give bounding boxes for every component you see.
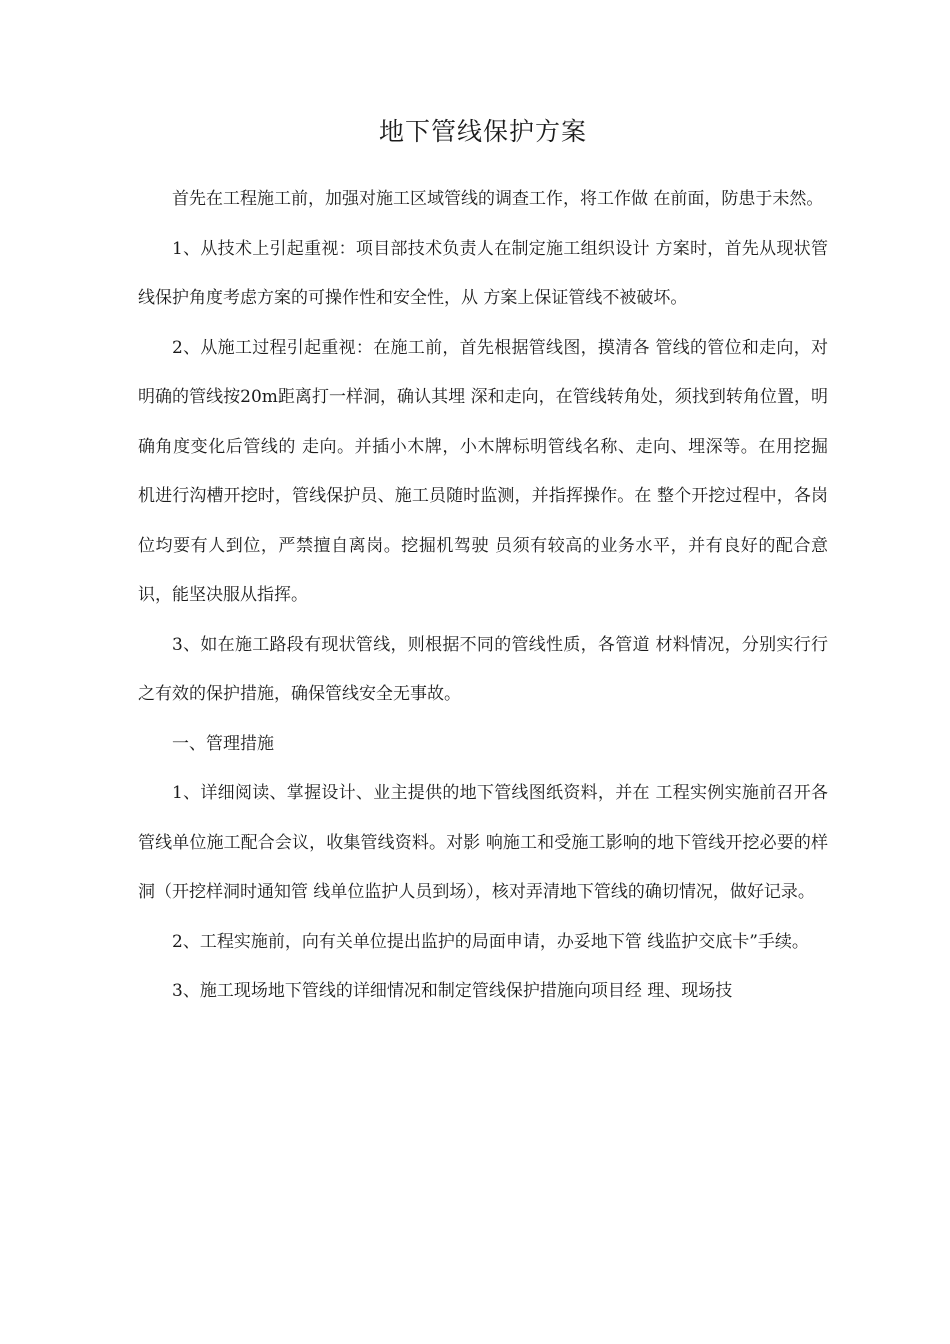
paragraph-construction-process: 2、从施工过程引起重视：在施工前，首先根据管线图，摸清各 管线的管位和走向，对明确的管线按20m距离打一样洞，确认其埋 深和走向，在管线转角处，须找到转角位置，明确角度变化后管线的 走向。并插小木牌，小木牌标明管线名称、走向、埋深等。在用挖掘 机进行沟槽开挖时，管线保护员、施工员随时监测，并指挥操作。在 整个开挖过程中，各岗位均要有人到位，严禁擅自离岗。挖掘机驾驶 员须有较高的业务水平，并有良好的配合意识，能坚决服从指挥。 bbox=[138, 337, 828, 605]
document-title: 地下管线保护方案 bbox=[378, 117, 587, 146]
paragraph-management-1: 1、详细阅读、掌握设计、业主提供的地下管线图纸资料，并在 工程实例实施前召开各管线单位施工配合会议，收集管线资料。对影 响施工和受施工影响的地下管线开挖必要的样洞（开挖样洞时通知管 线单位监护人员到场），核对弄清地下管线的确切情况，做好记录。 bbox=[138, 783, 828, 902]
section-heading-management: 一、管理措施 bbox=[172, 733, 274, 754]
paragraph-existing-pipelines: 3、如在施工路段有现状管线，则根据不同的管线性质，各管道 材料情况，分别实行行之有效的保护措施，确保管线安全无事故。 bbox=[138, 634, 828, 704]
paragraph-management-3: 3、施工现场地下管线的详细情况和制定管线保护措施向项目经 理、现场技 bbox=[172, 981, 733, 1001]
document-body bbox=[138, 175, 828, 1017]
paragraph-technical: 1、从技术上引起重视：项目部技术负责人在制定施工组织设计 方案时，首先从现状管线保护角度考虑方案的可操作性和安全性，从 方案上保证管线不被破坏。 bbox=[138, 238, 828, 308]
paragraph-management-2: 2、工程实施前，向有关单位提出监护的局面申请，办妥地下管 线监护交底卡”手续。 bbox=[172, 931, 809, 952]
paragraph-intro: 首先在工程施工前，加强对施工区域管线的调查工作，将工作做 在前面，防患于未然。 bbox=[172, 189, 824, 209]
